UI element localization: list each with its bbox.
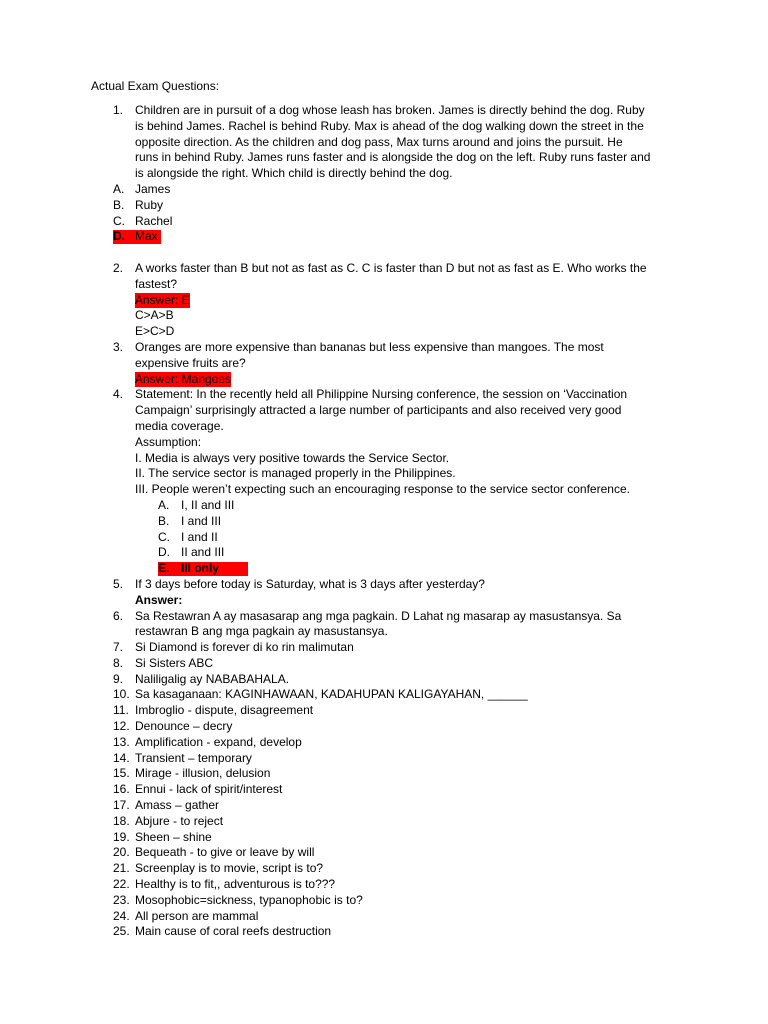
list-item <box>0 798 768 814</box>
question-number: 24. <box>113 908 130 923</box>
question-text: All person are mammal <box>135 908 259 923</box>
question-text: Sa Restawran A ay masasarap ang mga pagkain. D Lahat ng masarap ay masustansya. Sa <box>135 608 622 623</box>
question-text: is behind James. Rachel is behind Ruby. Max is ahead of the dog walking down the street in the <box>135 118 644 133</box>
question-number: 16. <box>113 782 130 797</box>
question-text: Denounce – decry <box>135 719 233 734</box>
question-text: III. People weren’t expecting such an encouraging response to the service sector conference. <box>135 482 630 497</box>
option-text: III only <box>181 561 220 576</box>
question-number: 1. <box>113 103 124 117</box>
question-5 <box>0 577 768 609</box>
option-letter: B. <box>158 513 170 528</box>
question-number: 6. <box>113 608 124 623</box>
question-text: Sa kasaganaan: KAGINHAWAAN, KADAHUPAN KALIGAYAHAN, ______ <box>135 687 528 702</box>
work-line: E>C>D <box>135 324 175 339</box>
question-number: 25. <box>113 924 130 939</box>
question-number: 5. <box>113 576 124 591</box>
question-number: 18. <box>113 813 130 828</box>
option-text: Max <box>135 229 158 244</box>
list-item <box>0 766 768 782</box>
option-text: II and III <box>181 545 225 560</box>
option-text: Ruby <box>135 197 164 212</box>
question-text: Ennui - lack of spirit/interest <box>135 782 283 797</box>
question-6 <box>0 609 768 641</box>
question-text: Abjure - to reject <box>135 813 224 828</box>
highlighted-answer <box>0 561 768 577</box>
question-number: 20. <box>113 845 130 860</box>
question-text: Transient – temporary <box>135 750 252 765</box>
question-text: Sheen – shine <box>135 829 212 844</box>
question-text: Screenplay is to movie, script is to? <box>135 861 324 876</box>
question-text: Amass – gather <box>135 798 220 813</box>
question-text: is alongside the right. Which child is directly behind the dog. <box>135 166 453 181</box>
list-item <box>0 909 768 925</box>
question-text: Si Sisters ABC <box>135 655 214 670</box>
option-letter: B. <box>113 197 125 212</box>
option-letter: A. <box>158 497 170 512</box>
list-item <box>0 814 768 830</box>
question-text: Imbroglio - dispute, disagreement <box>135 703 314 718</box>
question-number: 21. <box>113 861 130 876</box>
question-text: Mirage - illusion, delusion <box>135 766 271 781</box>
question-text: media coverage. <box>135 418 224 433</box>
question-number: 22. <box>113 877 130 892</box>
question-list <box>0 103 768 940</box>
option-letter: E. <box>158 561 170 576</box>
option-text: I, II and III <box>181 497 235 512</box>
question-number: 19. <box>113 829 130 844</box>
question-number: 11. <box>113 703 129 718</box>
list-item <box>0 656 768 672</box>
option-letter: D. <box>113 229 125 244</box>
question-text: restawran B ang mga pagkain ay masustansya. <box>135 624 388 639</box>
answer-label: Answer: Mangoes <box>135 371 232 386</box>
list-item <box>0 640 768 656</box>
list-item <box>0 877 768 893</box>
list-item <box>0 703 768 719</box>
option-letter: D. <box>158 545 170 560</box>
question-number: 3. <box>113 339 124 354</box>
option-text: Rachel <box>135 213 173 228</box>
option-text: I and III <box>181 513 222 528</box>
question-text: Bequeath - to give or leave by will <box>135 845 315 860</box>
list-item <box>0 924 768 940</box>
question-3 <box>0 340 768 387</box>
question-text: II. The service sector is managed properly in the Philippines. <box>135 466 456 481</box>
list-item <box>0 751 768 767</box>
question-text: Main cause of coral reefs destruction <box>135 924 332 939</box>
question-text: Statement: In the recently held all Philippine Nursing conference, the session on ‘Vaccination <box>135 387 628 402</box>
question-number: 9. <box>113 671 124 686</box>
question-text: fastest? <box>135 276 178 291</box>
list-item <box>0 861 768 877</box>
question-number: 14. <box>113 750 130 765</box>
highlighted-answer <box>0 229 768 245</box>
option-letter: A. <box>113 181 125 196</box>
question-text: Naliligalig ay NABABAHALA. <box>135 671 290 686</box>
answer-label: Answer: <box>135 592 183 607</box>
list-item <box>0 735 768 751</box>
question-text: Si Diamond is forever di ko rin malimutan <box>135 640 354 655</box>
list-item <box>0 687 768 703</box>
list-item <box>0 719 768 735</box>
question-text: Campaign’ surprisingly attracted a large number of participants and also received very good <box>135 403 622 418</box>
list-item <box>0 672 768 688</box>
list-item <box>0 782 768 798</box>
question-2 <box>0 261 768 340</box>
question-number: 12. <box>113 719 130 734</box>
question-number: 13. <box>113 734 130 749</box>
short-items <box>0 640 768 940</box>
question-number: 4. <box>113 387 124 402</box>
document-heading: Actual Exam Questions: <box>91 79 220 93</box>
option-letter: C. <box>158 529 170 544</box>
question-text: Children are in pursuit of a dog whose leash has broken. James is directly behind the dog. Ruby <box>135 103 645 117</box>
question-text: If 3 days before today is Saturday, what is 3 days after yesterday? <box>135 576 485 591</box>
option-text: I and II <box>181 529 218 544</box>
question-text: expensive fruits are? <box>135 355 246 370</box>
question-number: 17. <box>113 798 130 813</box>
question-text: Mosophobic=sickness, typanophobic is to? <box>135 892 363 907</box>
list-item <box>0 893 768 909</box>
question-text: I. Media is always very positive towards the Service Sector. <box>135 450 450 465</box>
question-text: Assumption: <box>135 434 202 449</box>
question-number: 15. <box>113 766 130 781</box>
question-4 <box>0 387 768 577</box>
question-text: A works faster than B but not as fast as C. C is faster than D but not as fast as E. Who works the <box>135 260 647 275</box>
spacer <box>0 245 768 261</box>
question-1 <box>0 103 768 245</box>
question-number: 23. <box>113 892 130 907</box>
option-letter: C. <box>113 213 125 228</box>
question-text: runs in behind Ruby. James runs faster and is alongside the dog on the left. Ruby runs faster and <box>135 150 651 165</box>
list-item <box>0 845 768 861</box>
question-number: 7. <box>113 640 124 655</box>
question-number: 2. <box>113 260 124 275</box>
question-number: 10. <box>113 687 130 702</box>
list-item <box>0 830 768 846</box>
question-number: 8. <box>113 655 124 670</box>
question-text: opposite direction. As the children and dog pass, Max turns around and joins the pursuit. He <box>135 134 623 149</box>
question-text: Amplification - expand, develop <box>135 734 302 749</box>
work-line: C>A>B <box>135 308 174 323</box>
answer-label: Answer: E <box>135 292 190 307</box>
option-text: James <box>135 181 171 196</box>
question-text: Oranges are more expensive than bananas but less expensive than mangoes. The most <box>135 339 604 354</box>
question-text: Healthy is to fit,, adventurous is to??? <box>135 877 336 892</box>
